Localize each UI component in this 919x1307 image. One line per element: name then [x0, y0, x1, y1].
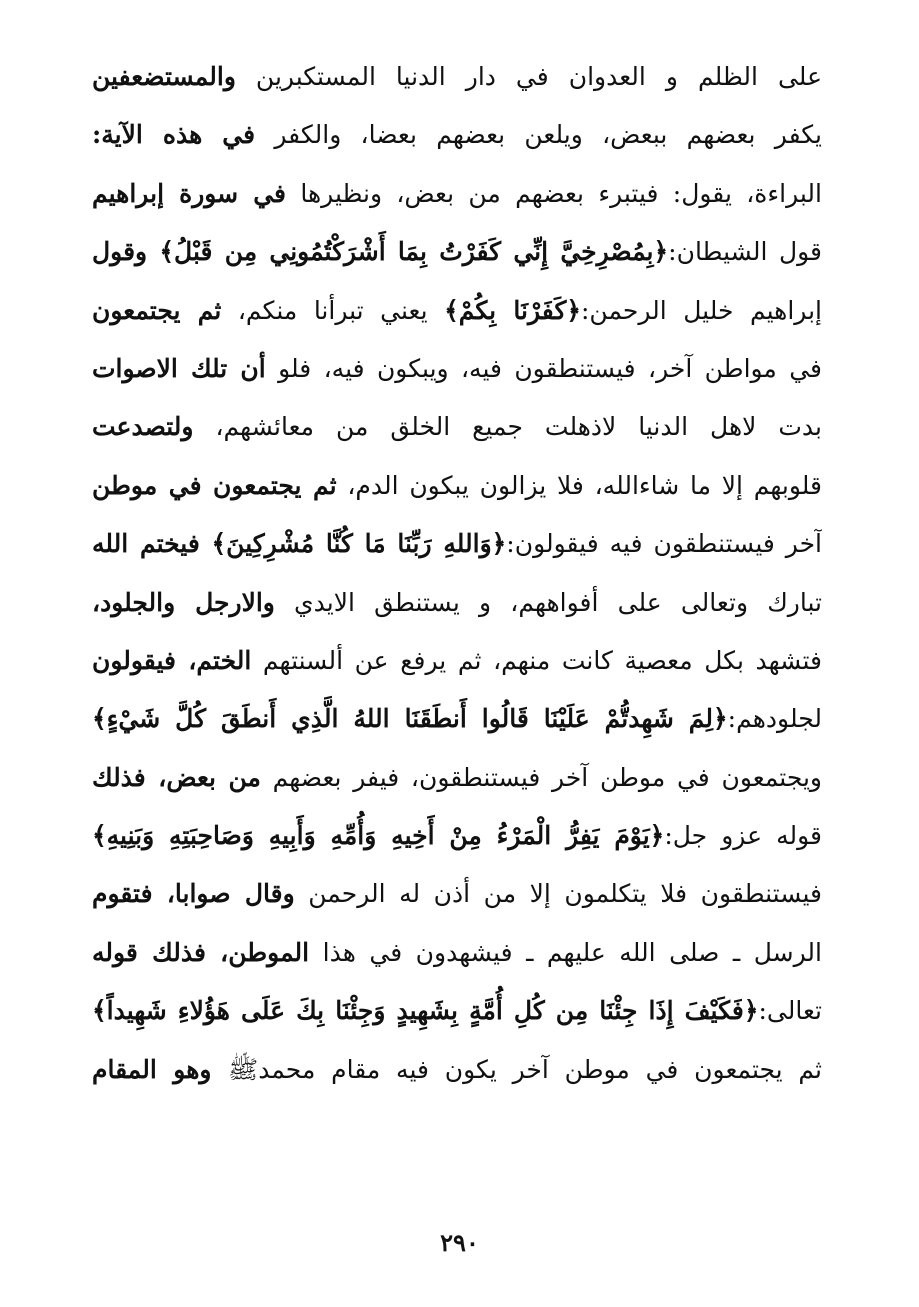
text-line — [92, 924, 822, 982]
body-text — [92, 48, 822, 1099]
text-line — [92, 515, 822, 573]
bold-text-segment: وقال صوابا، فتقوم — [92, 879, 295, 909]
text-line — [92, 282, 822, 340]
bold-text-segment: الموطن، فذلك قوله — [92, 937, 310, 967]
text-line — [92, 865, 822, 923]
text-line — [92, 807, 822, 865]
text-segment: قلوبهم إلا ما شاءالله، فلا يزالون يبكون الدم، — [336, 470, 822, 500]
bold-text-segment: والمستضعفين — [92, 62, 236, 91]
text-segment: بدت لاهل الدنيا لاذهلت جميع الخلق من معائشهم، — [193, 412, 822, 442]
text-segment: في مواطن آخر، فيستنطقون فيه، ويبكون فيه، فلو — [265, 353, 822, 383]
text-segment: قول الشيطان: — [668, 237, 822, 267]
text-line — [92, 398, 822, 456]
bold-text-segment: ثم يجتمعون في موطن — [92, 470, 337, 500]
bold-text-segment: والارجل والجلود، — [92, 587, 275, 617]
bold-text-segment: في سورة إبراهيم — [92, 178, 287, 208]
text-segment: تعالى: — [758, 996, 822, 1026]
text-line — [92, 165, 822, 223]
bold-text-segment: في هذه الآية: — [92, 120, 256, 150]
bold-text-segment: ولتصدعت — [92, 412, 194, 442]
text-segment: ثم يجتمعون في موطن آخر يكون فيه مقام محمد — [258, 1054, 822, 1084]
text-segment: تبارك وتعالى على أفواههم، و يستنطق الايدي — [274, 587, 822, 617]
text-line — [92, 574, 822, 632]
text-line — [92, 632, 822, 690]
text-segment: الرسل ـ صلى الله عليهم ـ فيشهدون في هذا — [309, 937, 822, 967]
bold-text-segment: ﴿لِمَ شَهِدتُّمْ عَلَيْنَا قَالُوا أَنطَقَنَا اللهُ الَّذِي أَنطَقَ كُلَّ شَيْءٍ﴾ — [92, 704, 728, 734]
text-segment: يعني تبرأنا منكم، — [221, 295, 445, 325]
bold-text-segment: ﴿يَوْمَ يَفِرُّ الْمَرْءُ مِنْ أَخِيهِ وَأُمِّهِ وَأَبِيهِ وَصَاحِبَتِهِ وَبَنِيهِ﴾ — [92, 821, 665, 851]
text-segment: يكفر بعضهم ببعض، ويلعن بعضهم بعضا، والكفر — [255, 120, 822, 150]
bold-text-segment: ﴿بِمُصْرِخِيَّ إِنِّي كَفَرْتُ بِمَا أَشْرَكْتُمُونِي مِن قَبْلُ﴾ وقول — [92, 237, 669, 267]
bold-text-segment: ﴿وَاللهِ رَبِّنَا مَا كُنَّا مُشْرِكِينَ﴾ فيختم الله — [92, 529, 507, 559]
text-line — [92, 106, 822, 164]
text-segment: لجلودهم: — [727, 704, 822, 734]
bold-text-segment: ثم يجتمعون — [92, 295, 222, 325]
text-segment: قوله عزو جل: — [664, 821, 822, 851]
text-segment: ﷺ — [228, 1054, 259, 1084]
page-number: ٢٩٠ — [440, 1228, 479, 1257]
text-line — [92, 749, 822, 807]
text-line — [92, 690, 822, 748]
text-line — [92, 1041, 822, 1099]
bold-text-segment: ﴿فَكَيْفَ إِذَا جِئْنَا مِن كُلِ أُمَّةٍ بِشَهِيدٍ وَجِئْنَا بِكَ عَلَى هَؤُلاءِ شَهِيداً﴾ — [92, 996, 759, 1026]
text-line — [92, 982, 822, 1040]
text-segment: آخر فيستنطقون فيه فيقولون: — [506, 529, 822, 559]
bold-text-segment: من بعض، فذلك — [92, 762, 261, 792]
bold-text-segment: أن تلك الاصوات — [92, 353, 266, 383]
bold-text-segment: ﴿كَفَرْنَا بِكُمْ﴾ — [444, 295, 581, 325]
text-segment: ويجتمعون في موطن آخر فيستنطقون، فيفر بعضهم — [260, 762, 822, 792]
text-segment: البراءة، يقول: فيتبرء بعضهم من بعض، ونظيرها — [286, 178, 822, 208]
bold-text-segment: الختم، فيقولون — [92, 645, 252, 675]
text-line — [92, 48, 822, 106]
text-segment: إبراهيم خليل الرحمن: — [581, 295, 822, 325]
text-segment: على الظلم و العدوان في دار الدنيا المستكبرين — [235, 62, 822, 91]
text-segment: فيستنطقون فلا يتكلمون إلا من أذن له الرحمن — [294, 879, 822, 909]
text-line — [92, 340, 822, 398]
text-line — [92, 457, 822, 515]
text-line — [92, 223, 822, 281]
text-segment: فتشهد بكل معصية كانت منهم، ثم يرفع عن ألسنتهم — [251, 645, 822, 675]
bold-text-segment: وهو المقام — [92, 1054, 229, 1084]
